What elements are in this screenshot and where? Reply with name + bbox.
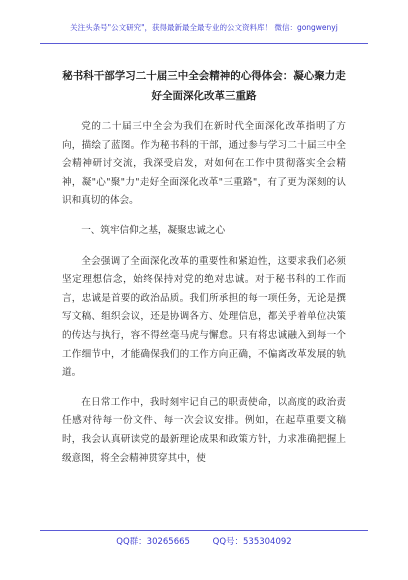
footer-qq-number: QQ号：535304092 <box>212 537 292 547</box>
document-body <box>62 118 346 479</box>
footer-qq-group: QQ群：30265665 <box>116 537 190 547</box>
intro-paragraph: 党的二十届三中全会为我们在新时代全面深化改革指明了方向，描绘了蓝图。作为秘书科的干部，通过参与学习二十届三中全会精神研讨交流，我深受启发，对如何在工作中贯彻落实全会精神，凝"心"聚"力"走好全面深化改革"三重路"，有了更为深刻的认识和真切的体会。 <box>62 121 346 207</box>
body-paragraph: 全会强调了全面深化改革的重要性和紧迫性，这要求我们必须坚定理想信念，始终保持对党的绝对忠诚。对于秘书科的工作而言，忠诚是首要的政治品质。我们所承担的每一项任务，无论是撰写文稿、组织会议，还是协调各方、处理信息，都关乎着单位决策的传达与执行，容不得丝毫马虎与懈怠。只有将忠诚融入到每一个工作细节中，才能确保我们的工作方向正确，不偏离改革发展的轨道。 <box>62 255 346 379</box>
footer-contact <box>40 531 368 553</box>
page-footer <box>40 530 368 552</box>
body-paragraph: 在日常工作中，我时刻牢记自己的职责使命，以高度的政治责任感对待每一份文件、每一次会议安排。例如，在起草重要文稿时，我会认真研读党的最新理论成果和政策方针，力求准确把握上级意图，将全会精神贯穿其中，使 <box>62 396 346 464</box>
header-promo-text: 关注头条号"公文研究"，获得最新最全最专业的公文资料库！ 微信：gongwenyj <box>70 23 338 32</box>
page-header <box>40 18 368 44</box>
document-title: 秘书科干部学习二十届三中全会精神的心得体会：凝心聚力走好全面深化改革三重路 <box>62 70 346 102</box>
section-heading: 一、筑牢信仰之基，凝聚忠诚之心 <box>81 224 226 236</box>
